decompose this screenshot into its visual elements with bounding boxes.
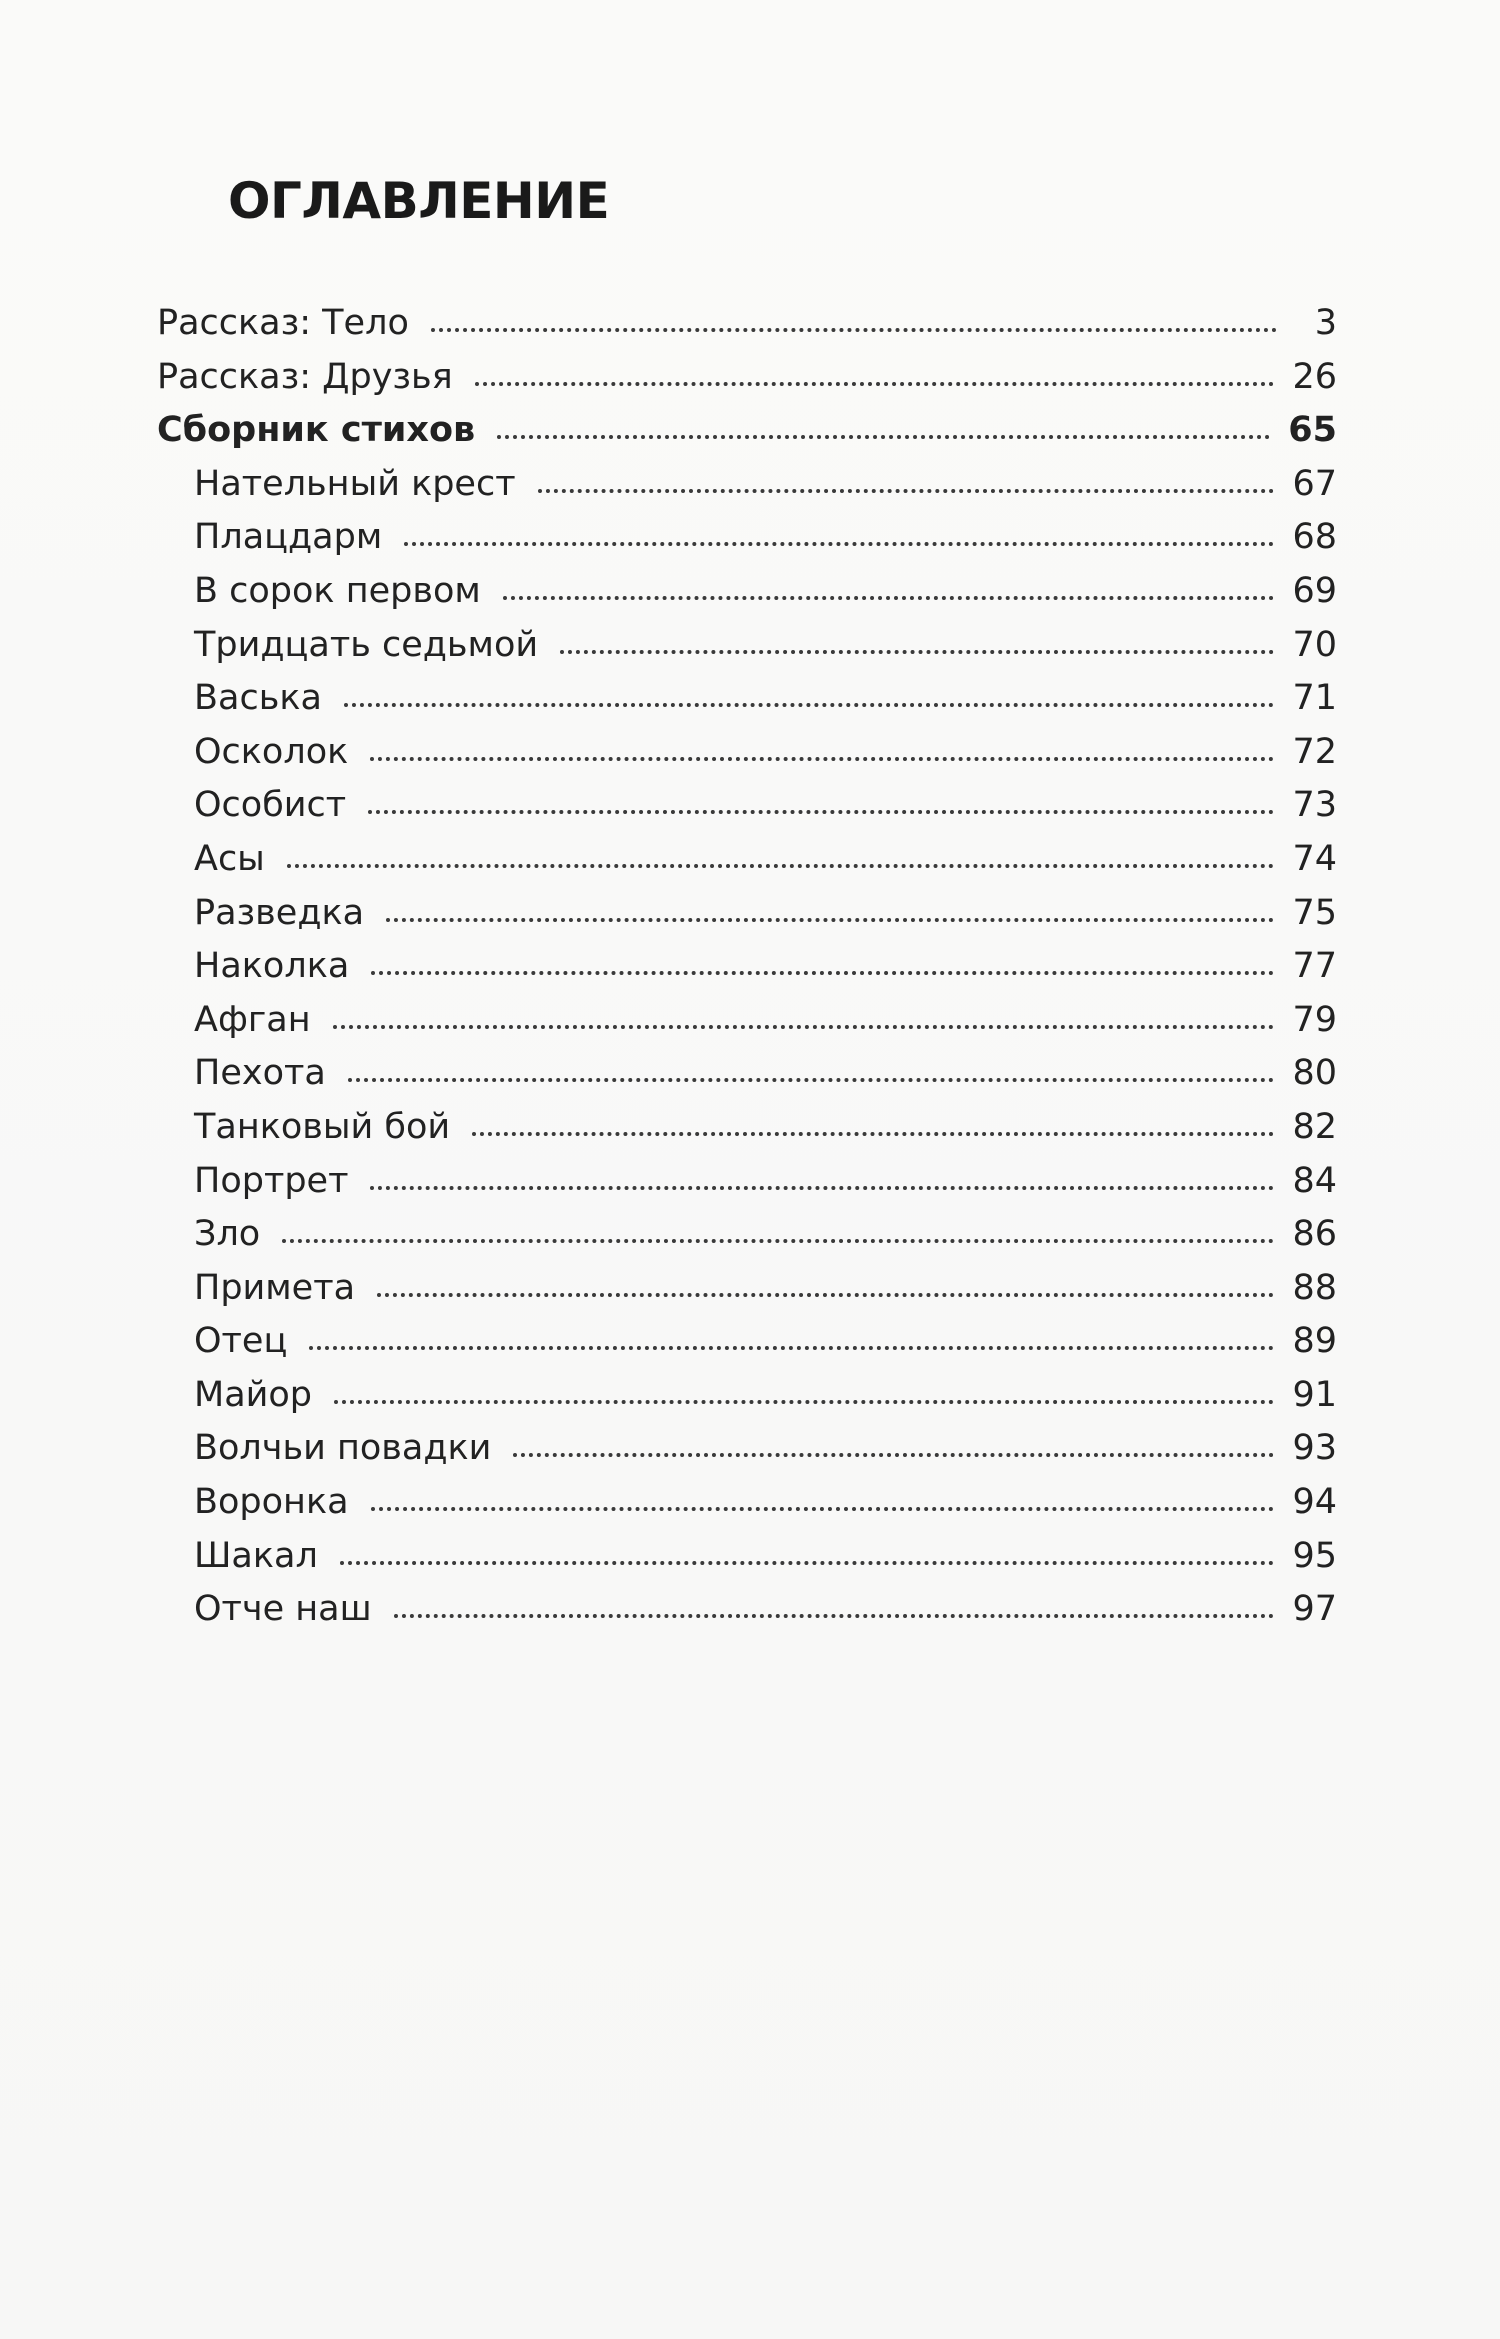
toc-entry [157, 779, 1337, 833]
dot-leader [431, 318, 1277, 332]
dot-leader [370, 1176, 1274, 1190]
dot-leader [472, 1122, 1274, 1136]
toc-entry-page-number: 67 [1292, 463, 1337, 504]
dot-leader [282, 1229, 1274, 1243]
toc-entry-title: Афган [194, 999, 311, 1040]
dot-leader [371, 1497, 1275, 1511]
toc-entry [157, 833, 1337, 887]
toc-entry-title: Майор [194, 1374, 313, 1415]
toc-entry-title: Отче наш [194, 1589, 372, 1630]
toc-entry-page-number: 73 [1292, 785, 1337, 826]
dot-leader [370, 747, 1274, 761]
dot-leader [394, 1604, 1275, 1618]
dot-leader [560, 640, 1274, 654]
dot-leader [344, 693, 1275, 707]
toc-entry [157, 1047, 1337, 1101]
toc-entry-page-number: 26 [1292, 356, 1337, 397]
toc-entry [157, 565, 1337, 619]
toc-entry-title: Асы [194, 838, 265, 879]
toc-entry [157, 1208, 1337, 1262]
toc-entry-page-number: 80 [1292, 1053, 1337, 1094]
dot-leader [333, 1015, 1275, 1029]
toc-entry [157, 1369, 1337, 1423]
toc-entry [157, 1530, 1337, 1584]
toc-entry-page-number: 94 [1292, 1482, 1337, 1523]
toc-entry [157, 1101, 1337, 1155]
toc-entry-title: Сборник стихов [157, 410, 476, 451]
toc-entry [157, 511, 1337, 565]
toc-entry [157, 1476, 1337, 1530]
toc-entry-title: Разведка [194, 892, 365, 933]
toc-entry-page-number: 70 [1292, 624, 1337, 665]
toc-entry [157, 404, 1337, 458]
dot-leader [334, 1390, 1274, 1404]
toc-entry-page-number: 88 [1292, 1267, 1337, 1308]
dot-leader [538, 479, 1275, 493]
toc-entry-title: Волчьи повадки [194, 1428, 492, 1469]
page-title: ОГЛАВЛЕНИЕ [228, 172, 610, 230]
toc-entry-title: Примета [194, 1267, 356, 1308]
toc-entry-page-number: 74 [1292, 838, 1337, 879]
toc-entry [157, 726, 1337, 780]
toc-entry-title: Портрет [194, 1160, 349, 1201]
toc-entry-page-number: 84 [1292, 1160, 1337, 1201]
dot-leader [340, 1551, 1275, 1565]
toc-entry-title: Плацдарм [194, 517, 383, 558]
table-of-contents [157, 297, 1337, 1637]
toc-entry-page-number: 91 [1292, 1374, 1337, 1415]
toc-entry-title: Наколка [194, 946, 350, 987]
dot-leader [348, 1068, 1275, 1082]
toc-entry-title: Тридцать седьмой [194, 624, 539, 665]
toc-entry [157, 619, 1337, 673]
dot-leader [377, 1283, 1274, 1297]
toc-entry-page-number: 77 [1292, 946, 1337, 987]
toc-entry-title: В сорок первом [194, 570, 481, 611]
toc-entry-page-number: 95 [1292, 1535, 1337, 1576]
dot-leader [404, 532, 1274, 546]
toc-entry-page-number: 3 [1314, 303, 1337, 343]
toc-entry-title: Рассказ: Тело [157, 303, 409, 343]
toc-entry [157, 994, 1337, 1048]
dot-leader [497, 425, 1270, 439]
toc-entry [157, 1262, 1337, 1316]
toc-entry-page-number: 65 [1288, 410, 1337, 451]
toc-entry [157, 1155, 1337, 1209]
toc-entry [157, 297, 1337, 351]
toc-entry-page-number: 71 [1292, 678, 1337, 719]
toc-entry-page-number: 86 [1292, 1214, 1337, 1255]
dot-leader [368, 800, 1274, 814]
toc-entry [157, 458, 1337, 512]
dot-leader [309, 1336, 1274, 1350]
dot-leader [371, 961, 1274, 975]
toc-entry [157, 940, 1337, 994]
toc-entry-title: Шакал [194, 1535, 318, 1576]
toc-entry-page-number: 82 [1292, 1106, 1337, 1147]
toc-entry-page-number: 93 [1292, 1428, 1337, 1469]
toc-entry-page-number: 69 [1292, 570, 1337, 611]
toc-entry-title: Особист [194, 785, 347, 826]
toc-entry-title: Васька [194, 678, 322, 719]
dot-leader [287, 854, 1275, 868]
toc-entry-title: Отец [194, 1321, 288, 1362]
toc-entry-title: Танковый бой [194, 1106, 451, 1147]
dot-leader [475, 372, 1275, 386]
toc-entry [157, 351, 1337, 405]
toc-entry [157, 887, 1337, 941]
dot-leader [503, 586, 1275, 600]
dot-leader [513, 1443, 1274, 1457]
toc-entry-page-number: 79 [1292, 999, 1337, 1040]
toc-entry-page-number: 89 [1292, 1321, 1337, 1362]
toc-entry-page-number: 75 [1292, 892, 1337, 933]
toc-entry-title: Пехота [194, 1053, 326, 1094]
toc-entry-title: Зло [194, 1214, 261, 1255]
toc-entry-page-number: 72 [1292, 731, 1337, 772]
toc-entry-title: Нательный крест [194, 463, 516, 504]
toc-entry-title: Воронка [194, 1482, 349, 1523]
toc-entry [157, 1583, 1337, 1637]
toc-entry [157, 1422, 1337, 1476]
dot-leader [386, 908, 1274, 922]
toc-entry [157, 672, 1337, 726]
toc-entry-title: Рассказ: Друзья [157, 356, 453, 397]
toc-entry-page-number: 68 [1292, 517, 1337, 558]
toc-entry-title: Осколок [194, 731, 349, 772]
toc-entry [157, 1315, 1337, 1369]
toc-entry-page-number: 97 [1292, 1589, 1337, 1630]
